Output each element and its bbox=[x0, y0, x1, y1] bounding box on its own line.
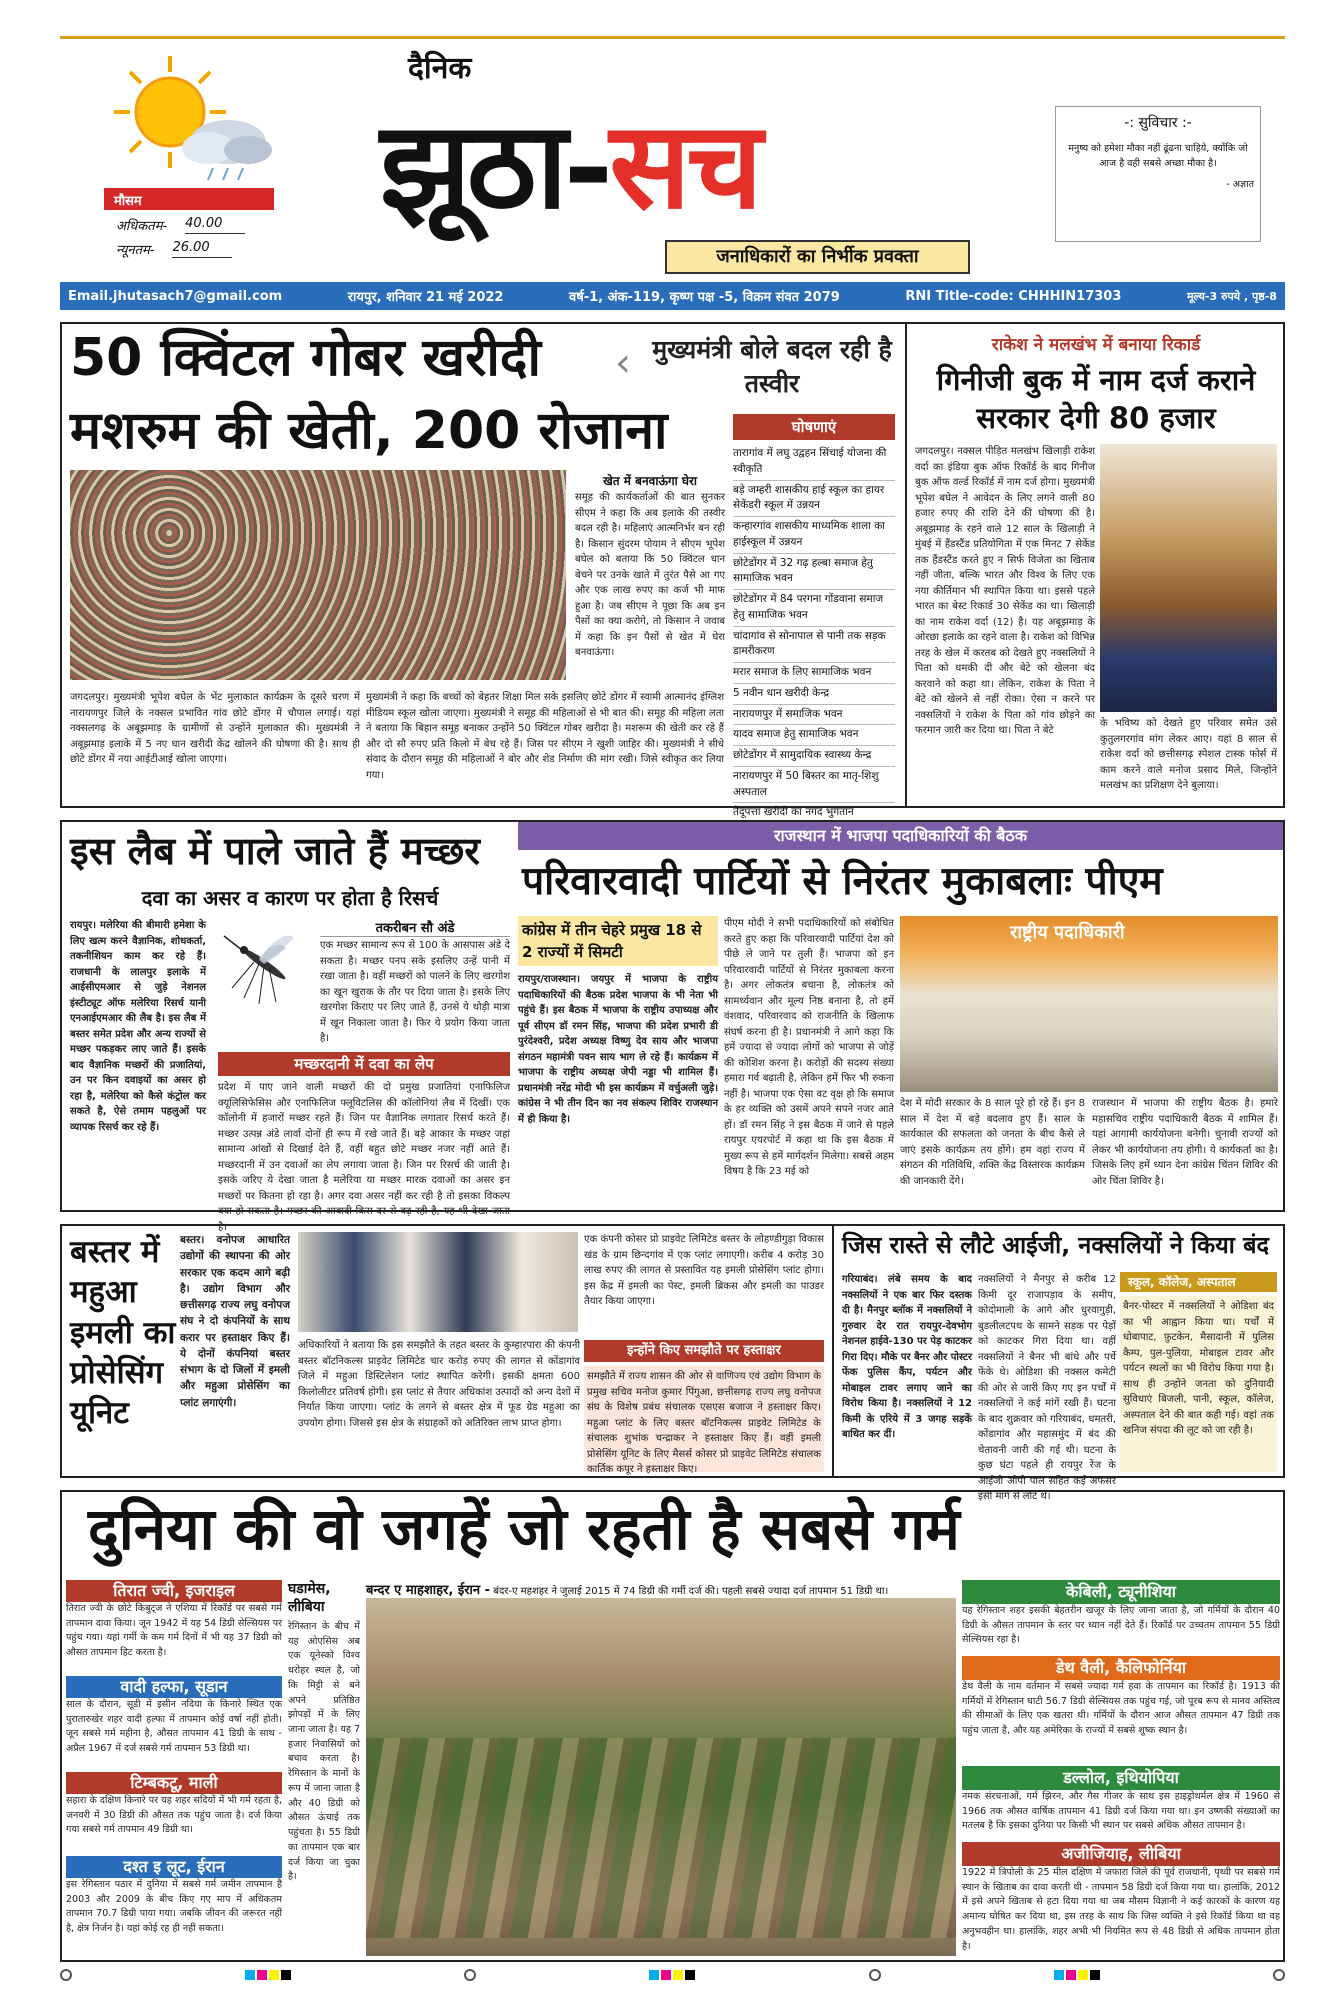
eggs-title: तकरीबन सौ अंडे bbox=[320, 918, 510, 937]
logo-right: सच bbox=[609, 95, 759, 236]
bastar-body1: बस्तर। वनोपज आधारित उद्योगों की स्थापना की ओर सरकार एक कदम आगे बढ़ी है। उद्योग विभाग और छत्तीसगढ़ राज्य लघु वनोपज संघ ने दो कंपनियों के साथ करार पर हस्ताक्षर किए हैं। ये दोनों कंपनियां बस्तर संभाग के दो जिलों में इमली और महुआ प्रोसेसिंग का प्लांट लगाएंगी। bbox=[180, 1234, 290, 1409]
list-item: नारायणपुर में 50 बिस्तर का मातृ-शिशु अस्पताल bbox=[733, 767, 895, 804]
weather-title: मौसम bbox=[104, 188, 274, 210]
hot-left-title-0: तिरात ज्वी, इजराइल bbox=[66, 1580, 282, 1602]
hot-right-body-1: डेथ वैली के नाम वर्तमान में सबसे ज्यादा गर्म हवा के तापमान का रिकॉर्ड है। 1913 की गर्मियों में रेगिस्तान घाटी 56.7 डिग्री सेल्सियस तक पहुंच गई, जो पूरब रूप से मानव अस्तित्व की सीमाओं के लिए एक खतरा थी। गर्मियों के दौरान आज औसत तापमान 47 डिग्री तक पहुंच जाता है, और यह अमेरिका के राज्यों में सबसे शुष्क स्थान है। bbox=[962, 1681, 1280, 1737]
hot-right-title-3: अजीजियाह, लीबिया bbox=[962, 1842, 1280, 1866]
naxal-body1: गरियाबंद। लंबे समय के बाद नक्सलियों ने एक बार फिर दस्तक दी है। मैनपुर ब्लॉक में नक्सलियों ने गुरुवार देर रात रायपुर-देवभोग नेशनल हाईवे-130 पर पेड़ काटकर गिरा दिए। मौके पर बैनर और पोस्टर फेंक पुलिस कैंप, पर्यटन और मोबाइल टावर लगाए जाने का विरोध किया है। नक्सलियों ने 12 किमी के एरिये में 3 जगह सड़कें बाधित कर दीं। bbox=[842, 1274, 972, 1440]
bastar-headline: बस्तर में महुआ इमली का प्रोसेसिंग यूनिट bbox=[70, 1234, 176, 1432]
net-title: मच्छरदानी में दवा का लेप bbox=[218, 1052, 510, 1076]
mosquito-subhead: दवा का असर व कारण पर होता है रिसर्च bbox=[141, 886, 439, 910]
list-item: बड़े जम्हरी शासकीय हाई स्कूल का हायर सेकेंडरी स्कूल में उन्नयन bbox=[733, 481, 895, 518]
hot-right-body-2: नमक संरचनाओं, गर्म झिरन, और गैस गीजर के साथ इस हाइड्रोथर्मल क्षेत्र में 1960 से 1966 तक औसत वार्षिक तापमान 41 डिग्री दर्ज किया गया था। इन उष्णकी संख्याओं का मतलब है कि इसका दुनिया पर किसी भी स्थान पर सबसे अधिक औसत तापमान है। bbox=[962, 1791, 1280, 1832]
bjp-headline: परिवारवादी पार्टियों से निरंतर मुकाबलाः पीएम bbox=[522, 859, 1163, 904]
print-marks bbox=[60, 1968, 1285, 1982]
naxal-side-title: स्कूल, कॉलेज, अस्पताल bbox=[1120, 1272, 1277, 1292]
bjp-photo bbox=[900, 916, 1278, 1092]
net-body: प्रदेश में पाए जाने वाली मच्छरों की दो प्रमुख प्रजातियां एनाफिलिज क्यूलिसिफेसिस और एनाफिलिज फ्लूविटलिस की कॉलोनियां लैब में दिखीं। एक कॉलोनी में हजारों मच्छर रहते हैं। जिन पर वैज्ञानिक लगातार रिसर्च करते हैं। मच्छर उत्पन्न अंडे लार्वा दोनों ही रूप में रखे जाते हैं। बड़े आकार के मच्छर जहां सामान्य आंखों से दिखाई देते हैं, वहीं बहुत छोटे मच्छर नजर नहीं आते हैं। मच्छरदानी में उन दवाओं का लेप लगाया जाता है। जिन पर रिसर्च की जाती है। इसके जरिए ये देखा जाता है मलेरिया या मच्छर मारक दवाओं का असर इन मच्छरों पर कितना हो रहा है। अगर दवा असर नहीं कर रही है तो इसका विकल्प क्या हो सकता है। मच्छर की आबादी किस दर से बढ़ रही है, यह भी देखा जाता है। bbox=[218, 1082, 510, 1233]
angle-bracket-icon: ‹ bbox=[615, 340, 631, 386]
hot-aerial-photo bbox=[366, 1598, 956, 1956]
list-item: चांदागांव से सोनापाल से पानी तक सड़क डामरीकरण bbox=[733, 627, 895, 664]
hot-headline: दुनिया की वो जगहें जो रहती है सबसे गर्म bbox=[88, 1495, 960, 1563]
story1-subhead: खेत में बनवाऊंगा घेरा bbox=[602, 474, 698, 488]
column-divider bbox=[832, 1224, 834, 1478]
list-item: मरार समाज के लिए सामाजिक भवन bbox=[733, 663, 895, 684]
list-item: छोटेडोंगर में 84 परगना गोंडवाना समाज हेतु सामाजिक भवन bbox=[733, 590, 895, 627]
info-bar bbox=[60, 282, 1285, 310]
logo-dash: - bbox=[563, 95, 610, 236]
bastar-photo bbox=[298, 1232, 578, 1332]
color-bar bbox=[1054, 1970, 1100, 1980]
list-item: तेंदूपत्ता खरीदी का नगद भुगतान bbox=[733, 803, 895, 824]
weather-sun-icon bbox=[108, 50, 278, 190]
bjp-subhead: कांग्रेस में तीन चेहरे प्रमुख 18 से 2 राज्यों में सिमटी bbox=[518, 916, 718, 966]
hot-right-body-3: 1922 में त्रिपोली के 25 मील दक्षिण में जफारा जिले की पूर्व राजधानी, पृथ्वी पर सबसे गर्म स्थान के खिताब का दावा करती थी - तापमान 58 डिग्री दर्ज किया गया था। हालांकि, 2012 में इसे अपने खिताब से हटा दिया गया था जब मौसम विज्ञानी ने कई कारकों के कारण यह अमान्य घोषित कर दिया था, इस तरह के साथ कि जिस व्यक्ति ने इसे रिकॉर्ड किया था वह अनुभवहीन था। हालांकि, शहर अभी भी नियमित रूप से 48 डिग्री से अधिक तापमान होता है। bbox=[962, 1867, 1280, 1952]
bjp-body2: पीएम मोदी ने सभी पदाधिकारियों को संबोधित करते हुए कहा कि परिवारवादी पार्टियां देश को पीछे ले जाने पर तुली हैं। भाजपा को इन परिवारवादी पार्टियों से निरंतर मुकाबला करना है। अगर लोकतंत्र बचाना है, लोकतंत्र को सामर्थ्यवान और मूल्य निष्ठ बनाना है, तो हमें वंशवाद, परिवारवाद को राजनीति के खिलाफ संघर्ष करना ही है। प्रधानमंत्री ने आगे कहा कि हमें ज्यादा से ज्यादा लोगों को भाजपा से जोड़ें की कोशिश करना है। करोड़ों की सदस्य संख्या हमारा गर्व बढ़ाती है, लेकिन हमें फिर भी रुकना नहीं है। भाजपा एक ऐसा वट वृक्ष हो कि समाज के हर व्यक्ति को उसमें अपने सपने नजर आते हों। डॉ रमन सिंह ने इस बैठक में जाने से पहले रायपुर एयरपोर्ट में कहा था कि इस बैठक में मुख्य रूप से हमें मार्गदर्शन मिलेगा। सबसे अहम विषय है कि 23 मई को bbox=[724, 918, 894, 1177]
hot-left-title-3: दश्त इ लूट, ईरान bbox=[66, 1856, 282, 1878]
mosquito-body: रायपुर। मलेरिया की बीमारी हमेशा के लिए खत्म करने वैज्ञानिक, शोधकर्ता, तकनीशियन काम कर रहे हैं। राजधानी के लालपुर इलाके में आईसीएमआर से जुड़े नेशनल इंस्टीट्यूट ऑफ मलेरिया रिसर्च यानी एनआईएमआर की लैब है। इस लैब में बस्तर समेत प्रदेश और अन्य राज्यों से मच्छर पकड़कर लाए जाते हैं। इसके बाद वैज्ञानिक मच्छरों की प्रजातियां, उन पर किन दवाइयों का असर हो रहा है, मलेरिया को कैसे कंट्रोल कर सकते है, ऐसे तमाम पहलुओं पर व्यापक रिसर्च कर रहे हैं। bbox=[70, 920, 206, 1133]
weather-box bbox=[104, 188, 274, 266]
hot-left-title-2: टिम्बकटू, माली bbox=[66, 1772, 282, 1794]
mou-title: इन्होंने किए समझौते पर हस्ताक्षर bbox=[584, 1340, 824, 1362]
suvichar-title: -: सुविचार :- bbox=[1124, 115, 1192, 131]
story2-body2: के भविष्य को देखते हुए परिवार समेत उसे कुतुलगरगांव मांग लेकर आए। यहां 8 साल से राकेश वर्दा को छत्तीसगढ़ स्पेशल टास्क फोर्स में काम करने वाले मनोज प्रसाद मिले, जिन्होंने मलखंभ का प्रशिक्षण देने बुलाया। bbox=[1100, 718, 1277, 791]
logo-left: झूठा bbox=[380, 95, 564, 236]
dateline: रायपुर, शनिवार 21 मई 2022 bbox=[347, 290, 504, 305]
hot-right-title-1: डेथ वैली, कैलिफोर्निया bbox=[962, 1656, 1280, 1680]
hot-photo-title: बन्दर ए माहशाहर, ईरान - bbox=[366, 1583, 491, 1598]
hot-right-title-0: केबिली, ट्यूनीशिया bbox=[962, 1580, 1280, 1604]
ghadames-title: घडामेस, लीबिया bbox=[288, 1581, 331, 1616]
list-item: तारागांव में लघु उद्वहन सिंचाई योजना की स्वीकृति bbox=[733, 444, 895, 481]
hot-right-title-2: डल्लोल, इथियोपिया bbox=[962, 1766, 1280, 1790]
column-divider bbox=[905, 322, 907, 808]
story2-photo bbox=[1100, 444, 1277, 712]
naxal-side-body: बैनर-पोस्टर में नक्सलियों ने ओडिशा बंद का भी आह्वान किया था। पर्चों में धोबापाट, फ़ुटकेन, मैसादानी में पुलिस कैम्प, पुल-पुलिया, मोबाइल टावर और पर्यटन स्थलों का भी विरोध किया गया है। साथ ही उन्होंने जनता को दुनियादी सुविधाएं बिजली, पानी, स्कूल, कॉलेज, अस्पताल देने की बात कही गई। वहां तक खनिज संपदा की लूट को जा रही है। bbox=[1120, 1296, 1277, 1472]
registration-mark-icon bbox=[464, 1969, 476, 1981]
story1-headline1: 50 क्विंटल गोबर खरीदी bbox=[70, 328, 541, 388]
bastar-body3: अधिकारियों ने बताया कि इस समझौते के तहत बस्तर के कुम्हारपारा की कंपनी बस्तर बॉटनिकल्स प्राइवेट लिमिटेड चार करोड़ रुपए की लागत से कोंडागांव जिले में महुआ डिस्टिलेशन प्लांट स्थापित करेगी। इसकी क्षमता 600 किलोलीटर प्रतिवर्ष होगी। इस प्लांट से तैयार अधिकांश उत्पादों को अन्य देशों में निर्यात किया जाएगा। प्लांट के लगने से बस्तर क्षेत्र में फूड ग्रेड महुआ का उपयोग होगा। जिससे इस क्षेत्र के संग्राहकों को अतिरिक्त लाभ प्राप्त होगा। bbox=[298, 1340, 580, 1429]
hot-right-body-0: यह रेगिस्तान शहर इसकी बेहतरीन खजूर के लिए जाना जाता है, जो गर्मियों के दौरान 40 डिग्री के औसत तापमान के स्तर पर ध्यान नहीं देते हैं। रिकॉर्ड पर उच्चतम तापमान 55 डिग्री सेल्सियस रहा है। bbox=[962, 1605, 1280, 1646]
weather-min: न्यूनतम- 26.00 bbox=[104, 234, 274, 258]
story1-caption: जगदलपुर। मुख्यमंत्री भूपेश बघेल के भेंट मुलाकात कार्यक्रम के दूसरे चरण में नारायणपुर जिले के नक्सल प्रभावित गांव छोटे डोंगर में चौपाल लगाई। यहां नक्सलगढ़ के अबूझमाड़ के ग्रामीणों से उन्होंने मुलाकात की। मुख्यमंत्री ने अबूझमाड़ इलाके में 5 नए धान खरीदी केंद्र खोलने की घोषणा की है। साथ ही छोटे डोंगर में नया आईटीआई खोला जाएगा। bbox=[70, 692, 360, 765]
suvichar-author: - अज्ञात bbox=[1226, 179, 1254, 191]
announcements-title: घोषणाएं bbox=[733, 414, 895, 440]
list-item: छोटेडोंगर में सामुदायिक स्वास्थ्य केन्द्र bbox=[733, 746, 895, 767]
hot-photo-caption bbox=[366, 1580, 956, 1598]
story1-headline2: मशरुम की खेती, 200 रोजाना bbox=[70, 401, 668, 461]
naxal-headline: जिस रास्ते से लौटे आईजी, नक्सलियों ने किया बंद bbox=[842, 1231, 1269, 1259]
story2-headline: गिनीजी बुक में नाम दर्ज कराने सरकार देगी 80 हजार bbox=[936, 363, 1256, 435]
color-bar bbox=[649, 1970, 695, 1980]
bjp-body4: राजस्थान में भाजपा की राष्ट्रीय बैठक है। हमारे महासचिव राष्ट्रीय पदाधिकारी बैठक में शामिल हैं। यहां आगामी कार्ययोजना बनेगी। चुनावी राज्यों को लेकर भी कार्ययोजना तय होगी। ये कार्यकर्ता का है। जिसके लिए हमें ध्यान देना कांग्रेस चिंतन शिविर की ओर चिंता शिविर है। bbox=[1092, 1098, 1278, 1187]
list-item: छोटेडोंगर में 32 गढ़ हल्बा समाज हेतु सामाजिक भवन bbox=[733, 554, 895, 591]
field-pattern bbox=[366, 1738, 956, 1938]
registration-mark-icon bbox=[1273, 1969, 1285, 1981]
email-link[interactable]: Email.jhutasach7@gmail.com bbox=[68, 288, 283, 304]
list-item: 5 नवीन धान खरीदी केन्द्र bbox=[733, 684, 895, 705]
mou-body: समझौते में राज्य शासन की ओर से वाणिज्य एवं उद्योग विभाग के प्रमुख सचिव मनोज कुमार पिंगुआ, छत्तीसगढ़ राज्य लघु वनोपज संघ के विशेष प्रबंध संचालक एसएस बजाज ने हस्ताक्षर किए। महुआ प्लांट के लिए बस्तर बॉटनिकल्स प्राइवेट लिमिटेड के संचालक शुभांक चन्द्राकर ने हस्ताक्षर किए हैं। वहीं इमली प्रोसेसिंग यूनिट के लिए मैसर्स कोसर प्रो प्राइवेट लिमिटेड संचालक कार्तिक कपूर ने हस्ताक्षर किए। bbox=[584, 1366, 824, 1472]
color-bar bbox=[245, 1970, 291, 1980]
story2-kicker: राकेश ने मलखंभ में बनाया रिकार्ड bbox=[991, 335, 1201, 355]
mosquito-icon bbox=[214, 918, 314, 1010]
story2-body: जगदलपुर। नक्सल पीड़ित मलखंभ खिलाड़ी राकेश वर्दा का इंडिया बुक ऑफ रिकॉर्ड के बाद गिनीज बुक ऑफ वर्ल्ड रिकॉर्ड में नाम दर्ज होगा। मुख्यमंत्री भूपेश बघेल ने आवेदन के लिए लगने वाली 80 हजार रुपए की राशि देने की घोषणा की है। अबूझमाड़ के रहने वाले 12 साल के खिलाड़ी ने मुंबई में हैंडस्टैंड प्रतियोगिता में एक मिनट 7 सेकेंड तक हैंडस्टैंड करते हुए न सिर्फ विजेता का खिताब नहीं जीता, बल्कि भारत और विश्व के लिए एक नया कीर्तिमान भी स्थापित किया था। इससे पहले भारत का बेस्ट रिकार्ड 30 सेकेंड का था। खिलाड़ी का नाम राकेश वर्दा (12) है। यह अबूझमाड़ के ओरछा इलाके का रहने वाला है। राकेश को विभिन्न तरह के खेल में करतब को देखते हुए नक्सलियों ने पिता को धमकी दी और बेटे को खेलना बंद करवाने को कहा था। लेकिन, राकेश के पिता ने बेटे को खेलने से नहीं रोका। ऐसा न करने पर नक्सलियों ने राकेश के पिता को गांव छोड़ने का फरमान जारी कर दिया था। पिता ने बेटे bbox=[915, 446, 1095, 736]
hot-left-column bbox=[66, 1580, 282, 1956]
list-item: नारायणपुर में समाजिक भवन bbox=[733, 705, 895, 726]
bastar-body2: एक कंपनी कोसर प्रो प्राइवेट लिमिटेड बस्तर के लोहण्डीगुड़ा विकास खंड के ग्राम छिन्दगांव में एक प्लांट लगाएगी। करीब 4 करोड़ 30 लाख रुपए की लागत से प्रस्तावित यह इमली प्रोसेसिंग प्लांट होगा। इस केंद्र में इमली का पेस्ट, इमली ब्रिकस और इमली का पाउडर तैयार किया जाएगा। bbox=[584, 1234, 824, 1307]
suvichar-text: मनुष्य को हमेशा मौका नहीं ढूंढना चाहिये, क्योंकि जो आज है वही सबसे अच्छा मौका है। bbox=[1068, 143, 1248, 169]
bjp-body3: देश में मोदी सरकार के 8 साल पूरे हो रहे हैं। इन 8 साल में देश में बड़े बदलाव हुए हैं। साल के कार्यकाल की सफलता को जनता के बीच कैसे ले जाएं इसके कार्यक्रम तय होंगे। हम वहां राज्य में संगठन की गतिविधि, शक्ति केंद्र विस्तारक कार्यक्रम की जानकारी देंगे। bbox=[900, 1098, 1085, 1187]
hot-left-body-0: तिरात ज्वी के छोटे किबुट्ज ने एशिया में रिकॉर्ड पर सबसे गर्म तापमान दावा किया। जून 1942 में यह 54 डिग्री सेल्सियस पर पहुंच गया। यहां गर्मी के कम गर्म दिनों में भी यह 37 डिग्री को औसत तापमान हिट करता है। bbox=[66, 1603, 282, 1659]
naxal-body2: नक्सलियों ने मैनपुर से करीब 12 किमी दूर राजापड़ाव के समीप, कोदोमाली के आगे और धुरवागुड़ी, बुडलीलटपथ के सामने सड़क पर पेड़ों को काटकर गिरा दिया था। वहीं नक्सलियों ने बैनर भी बांधे और पर्चे फेंके थे। ओडिशा की नक्सल कमेटी की ओर से जारी किए गए इन पर्चों में नक्सलियों ने कई मांगें रखी हैं। घटना के बाद शुक्रवार को गरियाबंद, धमतरी, कोंडागांव और महासमुंद में बंद की चेतावनी जारी की गई थी। घटना के कुछ घंटा पहले ही रायपुर रेंज के आईजी ओपी पाल सहित कई अफसर इसी मार्ग से लौटे थे। bbox=[978, 1274, 1116, 1502]
weather-max: अधिकतम- 40.00 bbox=[104, 210, 274, 234]
dainik-label: दैनिक bbox=[408, 51, 472, 86]
hot-left-body-1: साल के दौरान, सूडी में इसीन नदिया के किनारे स्थित एक पुरातारुखेर शहर वादी हल्फा में तापमान कोई वर्षा नहीं होती। जून सबसे गर्म महीना है, औसत तापमान 41 डिग्री के साथ - अप्रैल 1967 में दर्ज सबसे गर्म तापमान 53 डिग्री था। bbox=[66, 1699, 282, 1755]
tagline: जनाधिकारों का निर्भीक प्रवक्ता bbox=[665, 240, 970, 274]
list-item: यादव समाज हेतु सामाजिक भवन bbox=[733, 725, 895, 746]
newspaper-logo bbox=[380, 80, 960, 250]
rni-code: RNI Title-code: CHHHIN17303 bbox=[905, 288, 1122, 304]
list-item: कन्हारगांव शासकीय माध्यमिक शाला का हाईस्कूल में उन्नयन bbox=[733, 517, 895, 554]
story1-body: समूह की कार्यकर्ताओं की बात सुनकर सीएम ने कहा कि अब इलाके की तस्वीर बदल रही है। महिलाएं आत्मनिर्भर बन रही है। किसान सुंदरम पोयाम ने सीएम भूपेश बघेल को बताया कि 50 क्विंटल धान बेचने पर उनके खाते में तुरंत पैसे आ गए और एक लाख रुपए का कर्ज भी माफ हुआ है। जब सीएम ने पूछा कि अब इन पैसों का क्या करोगे, तो किसान ने जवाब में कहा कि इन पैसों से खेत में घेरा बनवाऊंगा। bbox=[575, 492, 725, 658]
story1-side-head: मुख्यमंत्री बोले बदल रही है तस्वीर bbox=[652, 335, 892, 398]
hot-left-body-2: सहारा के दक्षिण किनारे पर यह शहर सदियों में भी गर्म रहता है, जनवरी में 30 डिग्री की औसत तक पहुंच जाता है। दर्ज किया गया सबसे गर्म तापमान 49 डिग्री था। bbox=[66, 1795, 282, 1836]
hot-left-title-1: वादी हल्फा, सूडान bbox=[66, 1676, 282, 1698]
hot-left-body-3: इस रेगिस्तान पठार में दुनिया में सबसे गर्म जमीन तापमान है 2003 और 2009 के बीच किए गए माप में अधिकतम तापमान 70.7 डिग्री पाया गया। जबकि जीवन की जरूरत नहीं है, क्षेत्र निर्जन है। यहां कोई रह ही नहीं सकता। bbox=[66, 1879, 282, 1935]
bjp-body: रायपुर/राजस्थान। जयपुर में भाजपा के राष्ट्रीय पदाधिकारियों की बैठक प्रदेश भाजपा के भी नेता भी पहुंचे हैं। इस बैठक में भाजपा के राष्ट्रीय उपाध्यक्ष और पूर्व सीएम डॉ रमन सिंह, भाजपा की प्रदेश प्रभारी डी पुरंदेश्वरी, प्रदेश अध्यक्ष विष्णु देव साय और भाजपा संगठन महामंत्री पवन साय भाग ले रहे हैं। कार्यक्रम में भाजपा के राष्ट्रीय अध्यक्ष जेपी नड्डा भी शामिल हैं। प्रधानमंत्री नरेंद्र मोदी भी इस कार्यक्रम में वर्चुअली जुड़े। कांग्रेस ने भी तीन दिन का नव संकल्प शिविर राजस्थान में ही किया है। bbox=[518, 974, 718, 1125]
price-info: मूल्य-3 रुपये , पृष्ठ-8 bbox=[1186, 289, 1277, 303]
story1-photo bbox=[70, 470, 566, 680]
registration-mark-icon bbox=[869, 1969, 881, 1981]
ghadames-body: रेगिस्तान के बीच में यह ओएसिस अब एक यूनेस्को विश्व धरोहर स्थल है, जो कि मिट्टी से बने अपने प्रतिष्ठित झोपड़ों में के लिए जाना जाता है। यह 7 हजार निवासियों को बचाव करता है। रेगिस्तान के मानों के रूप में जाना जाता है और 40 डिग्री को औसत ऊंचाई तक पहुंचता है। 55 डिग्री का तापमान एक बार दर्ज किया जा चुका है। bbox=[288, 1621, 360, 1883]
registration-mark-icon bbox=[60, 1969, 72, 1981]
eggs-body: एक मच्छर सामान्य रूप से 100 के आसपास अंडे दे सकता है। मच्छर पनप सके इसलिए उन्हें पानी में रखा जाता है। वहीं मच्छरों को पालने के लिए खरगोश का खून खुराक के तौर पर दिया जाता है। इसके लिए खरगोश किराए पर लिए जाते हैं, उनसे ये थोड़ी मात्रा में खून निकाला जाता है। फिर ये प्रयोग किया जाता है। bbox=[320, 940, 510, 1044]
bjp-kicker: राजस्थान में भाजपा पदाधिकारियों की बैठक bbox=[518, 822, 1283, 850]
bjp-banner-text: राष्ट्रीय पदाधिकारी bbox=[1010, 922, 1125, 943]
hot-photo-caption-text: बंदर-ए महशहर ने जुलाई 2015 में 74 डिग्री की गर्मी दर्ज की। पहली सबसे ज्यादा दर्ज तापमान 51 डिग्री था। bbox=[493, 1586, 889, 1597]
suvichar-box bbox=[1055, 106, 1261, 242]
mosquito-headline: इस लैब में पाले जाते हैं मच्छर bbox=[70, 829, 480, 873]
announcements-list bbox=[733, 444, 895, 819]
issue-info: वर्ष-1, अंक-119, कृष्ण पक्ष -5, विक्रम संवत 2079 bbox=[568, 290, 840, 305]
top-rule bbox=[60, 36, 1285, 39]
hot-right-column bbox=[962, 1580, 1280, 1956]
story1-body2: मुख्यमंत्री ने कहा कि बच्चों को बेहतर शिक्षा मिल सके इसलिए छोटे डोंगर में स्वामी आत्मानंद इंग्लिश मीडियम स्कूल खोला जाएगा। मुख्यमंत्री ने समूह की महिलाओं से भी बात की। समूह की महिला लता ने बताया कि बिहान समूह बनाकर उन्होंने 50 क्विंटल गोबर खरीदा है। मशरूम की खेती कर रहे हैं और दो सौ रुपए प्रति किलो में बेच रहे हैं। जिस पर सीएम ने खुशी जाहिर की। मुख्यमंत्री ने सीधे संवाद के दौरान समूह की महिलाओं ने बोर और शेड निर्माण की मांग रखी। जिसे स्वीकृत कर लिया गया। bbox=[366, 692, 724, 781]
